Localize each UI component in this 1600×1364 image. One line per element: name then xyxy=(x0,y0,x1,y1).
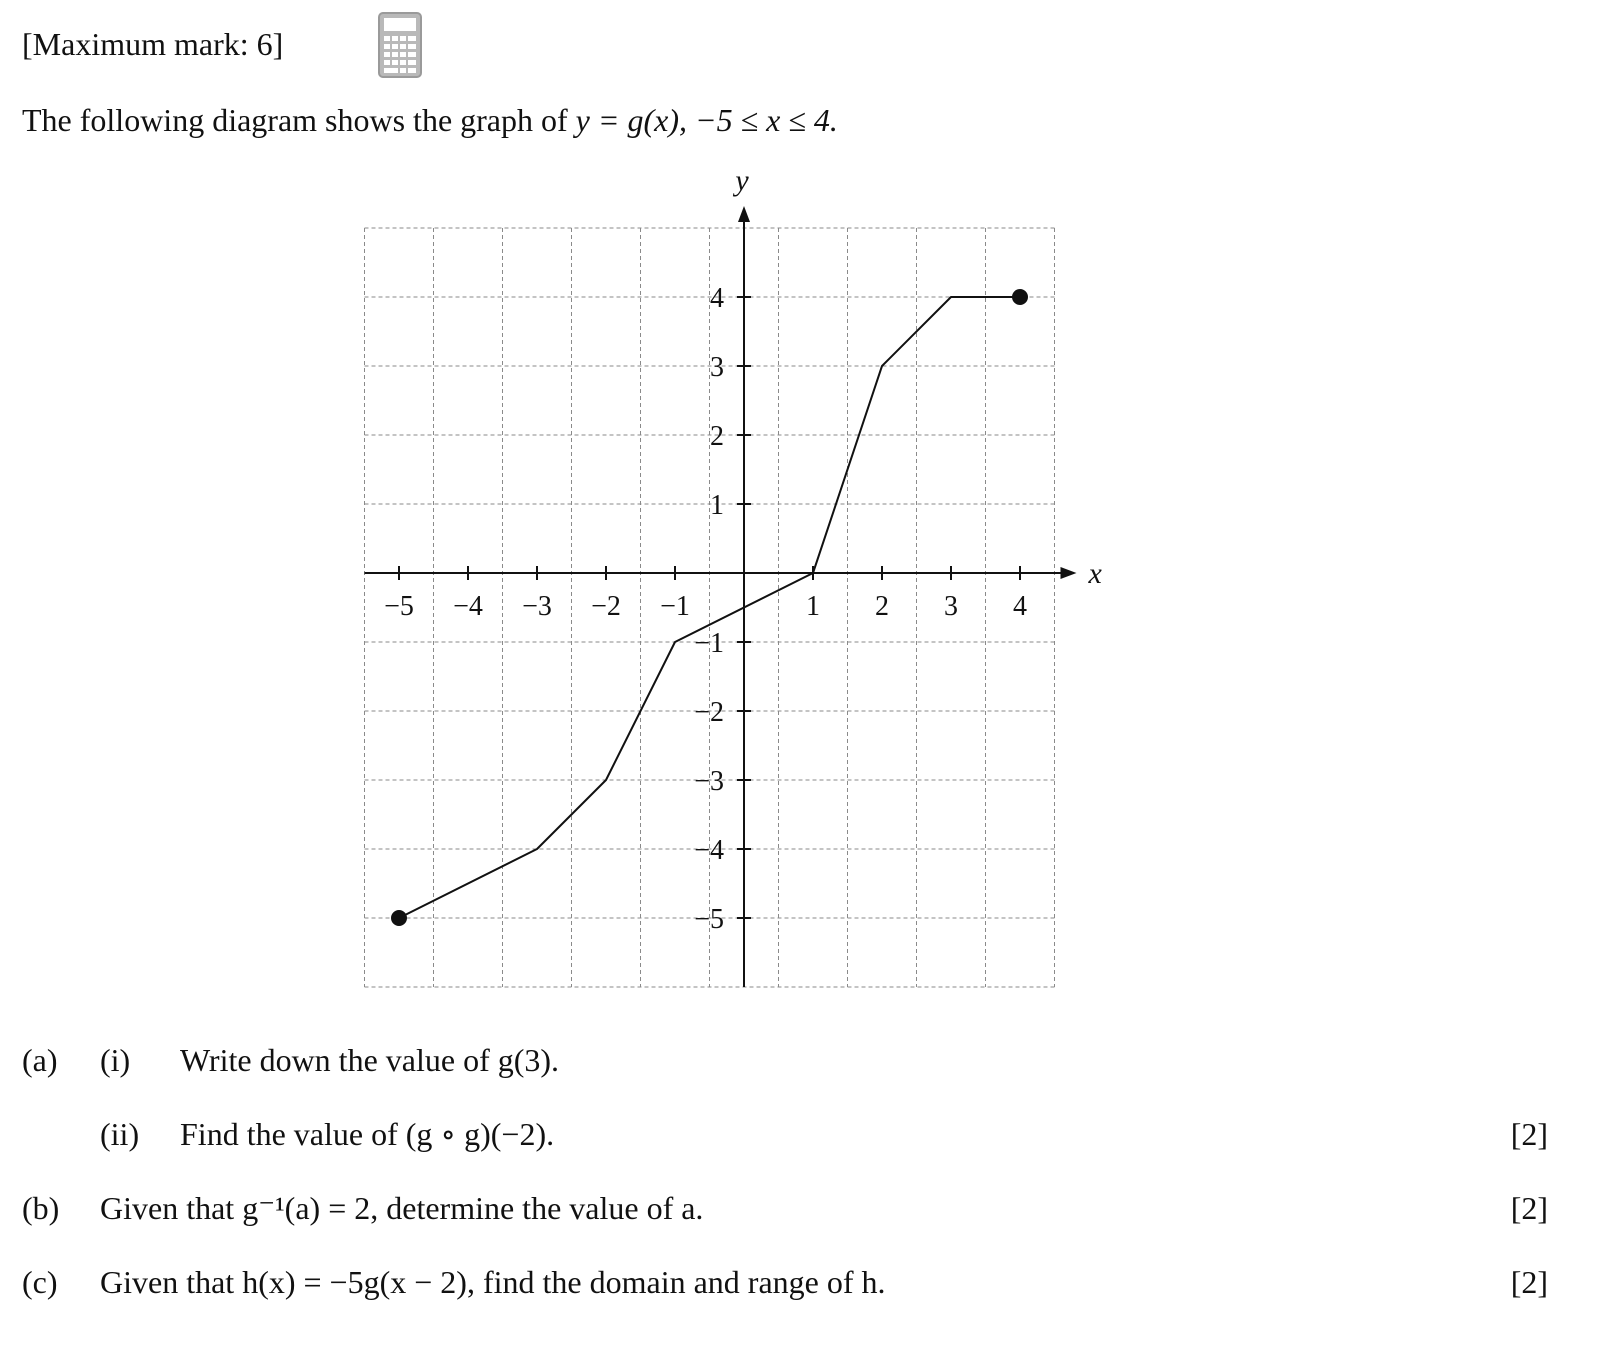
y-tick-label: −5 xyxy=(694,904,724,935)
y-tick-label: 1 xyxy=(710,490,724,521)
endpoint-dot xyxy=(1013,290,1027,304)
part-c-text: Given that h(x) = −5g(x − 2), find the domain and range of h. xyxy=(100,1264,886,1300)
y-tick-label: 2 xyxy=(710,421,724,452)
part-a-marks: [2] xyxy=(1510,1116,1548,1152)
part-b-text: Given that g⁻¹(a) = 2, determine the value of a. xyxy=(100,1190,704,1226)
x-tick-label: −3 xyxy=(522,591,552,622)
part-a-ii-text: Find the value of (g ∘ g)(−2). xyxy=(180,1116,555,1152)
intro-text-before: The following diagram shows the graph of xyxy=(22,102,576,138)
intro-expression: y = g(x), −5 ≤ x ≤ 4. xyxy=(575,102,838,138)
x-tick-label: 2 xyxy=(875,591,889,622)
y-tick-label: −4 xyxy=(694,835,724,866)
x-tick-label: −1 xyxy=(660,591,690,622)
intro-text xyxy=(22,98,838,142)
x-tick-label: 3 xyxy=(944,591,958,622)
part-a-ii-label: (ii) xyxy=(100,1116,140,1152)
x-tick-label: 1 xyxy=(806,591,820,622)
y-tick-label: 3 xyxy=(710,352,724,383)
part-c-marks: [2] xyxy=(1510,1264,1548,1300)
part-c-label: (c) xyxy=(22,1264,58,1300)
part-a-i-label: (i) xyxy=(100,1042,131,1078)
x-axis-label: x xyxy=(1088,557,1102,590)
part-b-marks: [2] xyxy=(1510,1190,1548,1226)
part-a-label: (a) xyxy=(22,1042,58,1078)
max-mark-label: [Maximum mark: 6] xyxy=(22,26,284,62)
x-tick-label: 4 xyxy=(1013,591,1027,622)
part-a-i-text: Write down the value of g(3). xyxy=(180,1042,560,1078)
function-graph xyxy=(300,164,1160,1010)
x-tick-label: −5 xyxy=(384,591,414,622)
y-tick-label: −2 xyxy=(694,697,724,728)
y-tick-label: −3 xyxy=(694,766,724,797)
calculator-icon xyxy=(378,12,422,78)
x-tick-label: −4 xyxy=(453,591,483,622)
x-tick-label: −2 xyxy=(591,591,621,622)
y-axis-label: y xyxy=(735,164,749,197)
part-b-label: (b) xyxy=(22,1190,60,1226)
x-axis-arrowhead xyxy=(1061,567,1077,579)
endpoint-dot xyxy=(392,911,406,925)
y-tick-label: −1 xyxy=(694,628,724,659)
y-axis-arrowhead xyxy=(738,206,750,222)
y-tick-label: 4 xyxy=(710,283,724,314)
